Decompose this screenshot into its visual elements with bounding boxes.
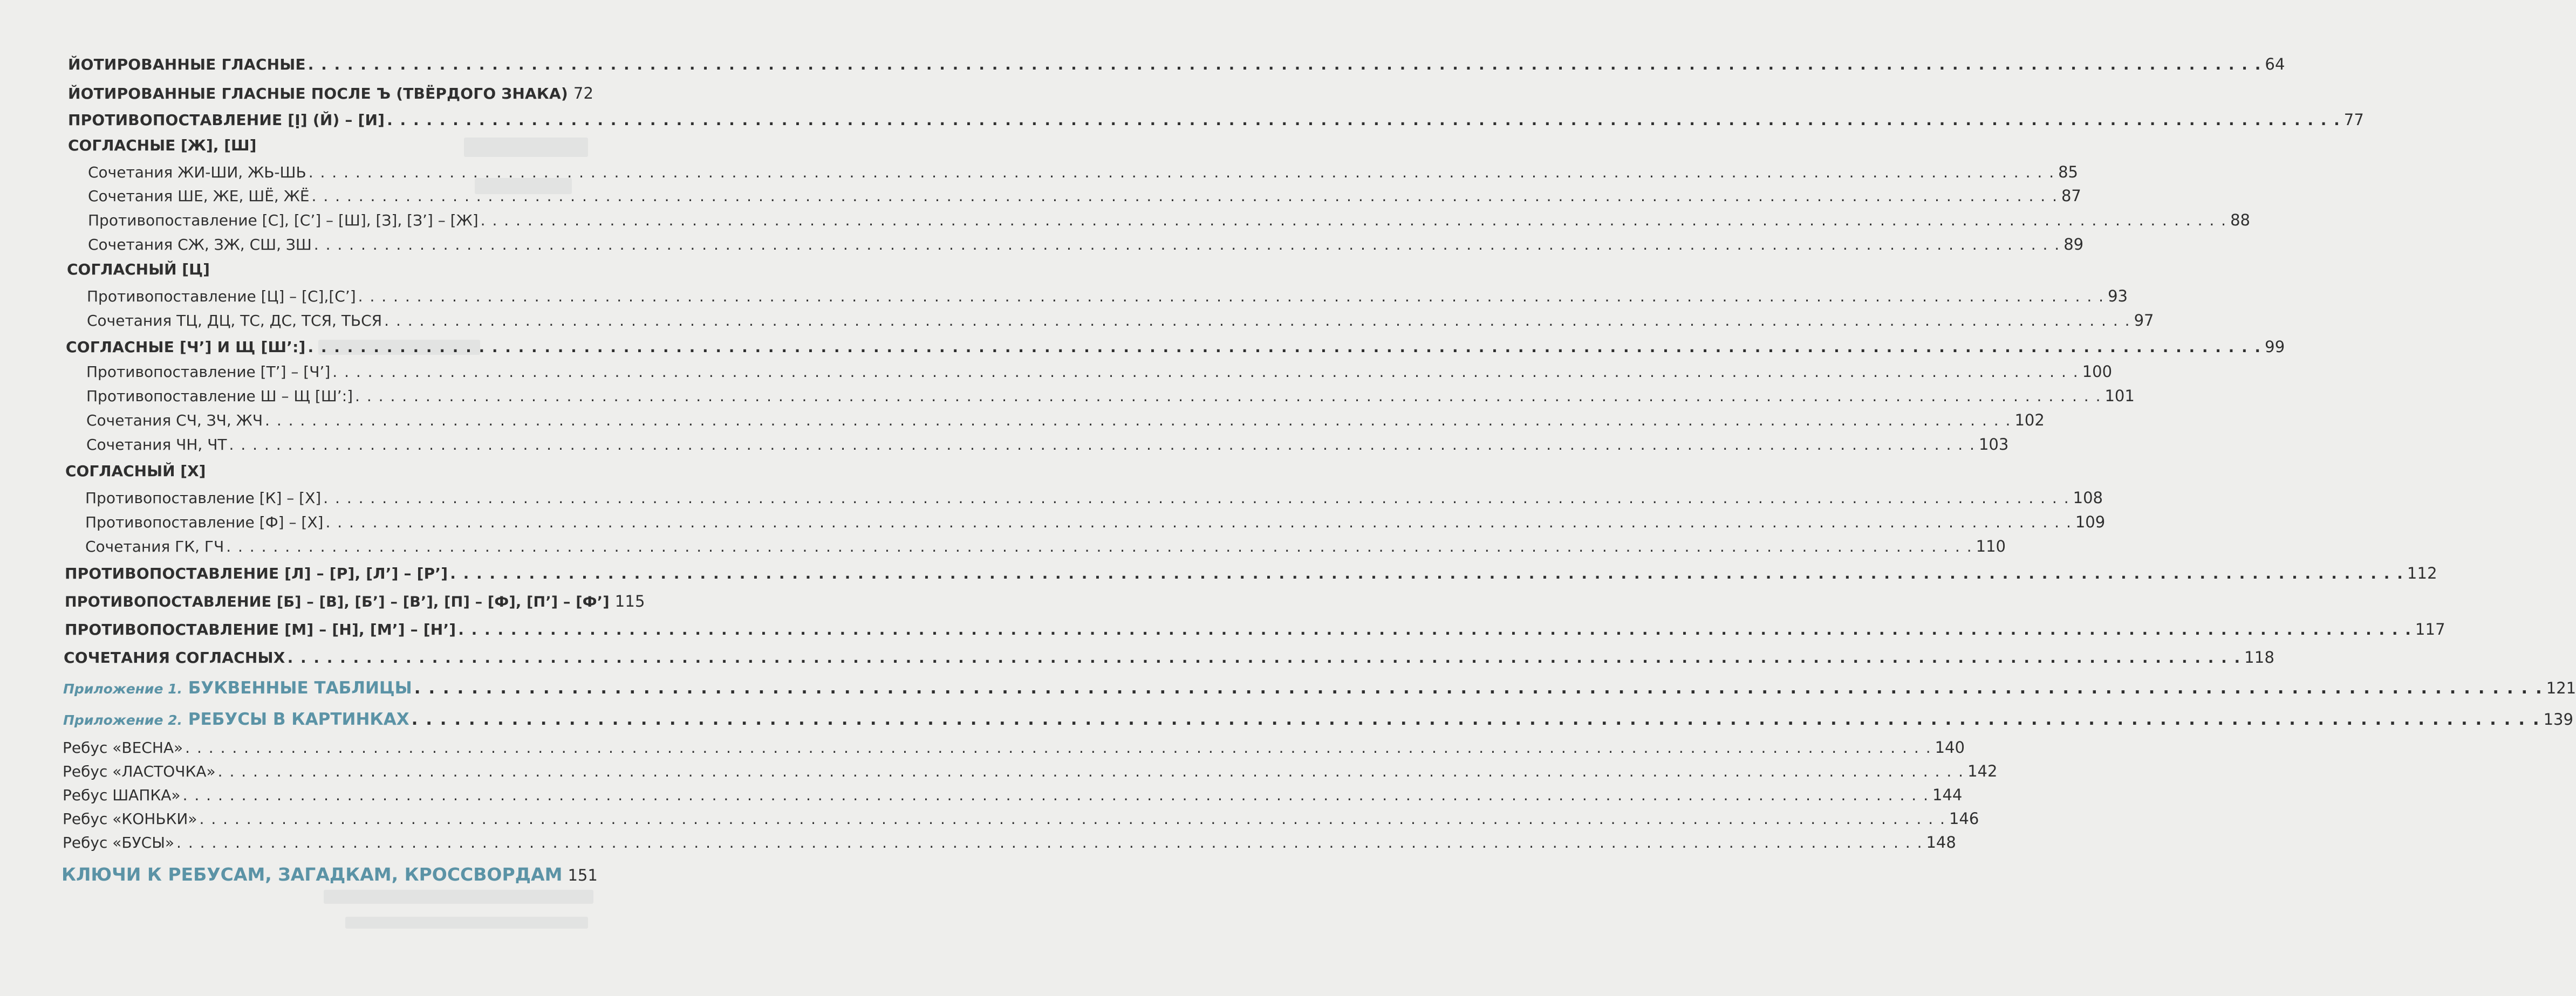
toc-entry-title: Противопоставление [С], [С’] – [Ш], [З], [З’] – [Ж] (88, 211, 479, 229)
toc-entry[interactable] (65, 564, 2437, 582)
toc-entry[interactable] (68, 55, 2285, 73)
toc-entry-title: ЙОТИРОВАННЫЕ ГЛАСНЫЕ (68, 56, 306, 73)
dot-leader (308, 338, 2261, 356)
toc-entry-title: Сочетания ГК, ГЧ (85, 538, 224, 555)
dot-leader (288, 649, 2242, 667)
toc-entry[interactable] (64, 648, 2275, 667)
toc-entry-title: ПРОТИВОПОСТАВЛЕНИЕ [М] – [Н], [М’] – [Н’] (65, 621, 456, 638)
dot-leader (412, 710, 2540, 729)
toc-entry-title: ПРОТИВОПОСТАВЛЕНИЕ [Ị] (Й) – [И] (68, 111, 385, 129)
toc-entry-title: Противопоставление [Ф] – [Х] (85, 513, 324, 531)
toc-page-number: 148 (1926, 833, 1956, 851)
toc-entry-title: Сочетания СЖ, ЗЖ, СШ, ЗШ (88, 236, 312, 253)
toc-entry-title: Ребус «КОНЬКИ» (63, 810, 197, 828)
dot-leader (200, 810, 1946, 828)
toc-entry-title: Противопоставление [К] – [Х] (85, 489, 322, 507)
toc-page-number: 102 (2014, 411, 2045, 429)
toc-page-number: 115 (614, 592, 645, 610)
toc-page-number: 88 (2230, 211, 2250, 229)
toc-page-number: 109 (2075, 513, 2106, 531)
toc-page-number: 110 (1976, 537, 2006, 555)
toc-entry-title: ЙОТИРОВАННЫЕ ГЛАСНЫЕ ПОСЛЕ Ъ (ТВЁРДОГО ЗНАКА) (68, 85, 568, 102)
dot-leader (176, 834, 1923, 851)
toc-entry[interactable] (87, 311, 2154, 329)
toc-page-number: 72 (573, 84, 594, 102)
toc-page-number: 108 (2073, 489, 2103, 507)
toc-entry-title: Ребус «ЛАСТОЧКА» (63, 763, 216, 780)
toc-entry[interactable] (63, 738, 1965, 757)
dot-leader (229, 436, 1976, 454)
dot-leader (387, 111, 2341, 129)
toc-page-number: 85 (2058, 163, 2079, 181)
toc-page-number: 118 (2244, 648, 2275, 667)
dot-leader (314, 236, 2060, 253)
toc-entry[interactable] (85, 513, 2106, 531)
appendix-prefix: Приложение 2. (63, 712, 182, 728)
toc-page-number: 89 (2063, 235, 2084, 253)
toc-entry[interactable] (85, 489, 2103, 507)
dot-leader (325, 513, 2072, 531)
toc-entry[interactable] (88, 163, 2079, 181)
toc-page-number: 97 (2134, 311, 2154, 329)
toc-page-number: 77 (2343, 111, 2365, 129)
dot-leader (308, 56, 2262, 73)
toc-entry[interactable] (63, 833, 1956, 851)
toc-entry-title: Противопоставление Ш – Щ [Ш’:] (86, 387, 353, 405)
dot-leader (355, 387, 2101, 405)
toc-page-number: 151 (568, 866, 598, 884)
toc-section-heading: СОГЛАСНЫЙ [Х] (65, 462, 206, 480)
toc-entry-title: КЛЮЧИ К РЕБУСАМ, ЗАГАДКАМ, КРОССВОРДАМ (62, 864, 563, 885)
toc-entry[interactable] (63, 786, 1963, 804)
dot-leader (414, 678, 2543, 698)
toc-page-number: 117 (2415, 620, 2445, 638)
dot-leader (358, 287, 2104, 305)
toc-entry[interactable] (85, 537, 2006, 555)
toc-entry-title: СОЧЕТАНИЯ СОГЛАСНЫХ (64, 649, 285, 667)
dot-leader (309, 163, 2055, 181)
appendix-title: РЕБУСЫ В КАРТИНКАХ (188, 710, 409, 729)
toc-entry[interactable] (66, 338, 2285, 356)
toc-entry-title: СОГЛАСНЫЕ [Ч’] И Щ [Ш’:] (66, 338, 306, 356)
toc-entry-title (63, 710, 409, 729)
toc-entry-title: Ребус «ВЕСНА» (63, 739, 183, 757)
toc-page-number: 100 (2082, 362, 2113, 381)
toc-entry[interactable] (88, 235, 2084, 253)
toc-entry-title: Ребус ШАПКА» (63, 786, 181, 804)
toc-page-number: 146 (1949, 809, 1979, 828)
dot-leader (450, 565, 2404, 582)
toc-entry-title: Сочетания ЖИ-ШИ, ЖЬ-ШЬ (88, 163, 306, 181)
dot-leader (332, 363, 2079, 381)
appendix-prefix: Приложение 1. (63, 681, 182, 697)
dot-leader (226, 538, 1972, 555)
toc-entry-title: Противопоставление [Т’] – [Ч’] (86, 363, 331, 381)
toc-page-number: 121 (2546, 679, 2576, 697)
toc-entry-title: ПРОТИВОПОСТАВЛЕНИЕ [Л] – [Р], [Л’] – [Р’] (65, 565, 448, 582)
toc-page-number: 93 (2108, 287, 2128, 305)
dot-leader (265, 411, 2011, 429)
dot-leader (312, 187, 2058, 205)
dot-leader (481, 211, 2227, 229)
toc-page-number: 101 (2104, 387, 2135, 405)
toc-entry[interactable] (65, 620, 2445, 638)
dot-leader (218, 763, 1964, 780)
dot-leader (384, 312, 2130, 329)
toc-page-number: 140 (1935, 738, 1965, 757)
toc-entry[interactable] (65, 592, 645, 610)
toc-page-number: 87 (2061, 187, 2081, 205)
toc-entry-title: Противопоставление [Ц] – [С],[С’] (87, 287, 356, 305)
dot-leader (185, 739, 1931, 757)
dot-leader (183, 786, 1929, 804)
toc-entry[interactable] (88, 211, 2250, 229)
toc-section-heading: СОГЛАСНЫЙ [Ц] (67, 260, 210, 278)
toc-entry[interactable] (63, 762, 1998, 780)
toc-entry-appendix[interactable] (63, 710, 2573, 729)
toc-entry[interactable] (63, 809, 1979, 828)
toc-entry[interactable] (87, 287, 2128, 305)
toc-page-number: 142 (1967, 762, 1998, 780)
toc-entry-keys[interactable] (62, 864, 598, 885)
toc-entry-title: Сочетания СЧ, ЗЧ, ЖЧ (86, 411, 263, 429)
dot-leader (323, 489, 2069, 507)
toc-entry[interactable] (86, 411, 2045, 429)
dot-leader (458, 621, 2412, 638)
toc-section-heading: СОГЛАСНЫЕ [Ж], [Ш] (68, 136, 257, 154)
toc-page-number: 144 (1932, 786, 1963, 804)
toc-page-number: 64 (2265, 55, 2285, 73)
toc-page-number: 112 (2407, 564, 2437, 582)
toc-entry[interactable] (86, 362, 2113, 381)
appendix-title: БУКВЕННЫЕ ТАБЛИЦЫ (188, 678, 412, 698)
toc-page-number: 103 (1978, 435, 2009, 454)
toc-entry[interactable] (86, 435, 2009, 454)
toc-entry[interactable] (86, 387, 2135, 405)
toc-entry[interactable] (88, 187, 2081, 205)
toc-entry-title: Сочетания ЧН, ЧТ (86, 436, 227, 454)
toc-entry-title: ПРОТИВОПОСТАВЛЕНИЕ [Б] – [В], [Б’] – [В’], [П] – [Ф], [П’] – [Ф’] (65, 594, 610, 610)
toc-entry-title: Сочетания ТЦ, ДЦ, ТС, ДС, ТСЯ, ТЬСЯ (87, 312, 382, 329)
toc-entry-title: Ребус «БУСЫ» (63, 834, 175, 851)
toc-entry[interactable] (68, 84, 594, 102)
toc-entry[interactable] (68, 111, 2365, 129)
toc-page-number: 139 (2543, 710, 2573, 729)
toc-entry-title (63, 678, 412, 698)
toc-entry-appendix[interactable] (63, 678, 2576, 698)
toc-page-number: 99 (2265, 338, 2285, 356)
toc-entry-title: Сочетания ШЕ, ЖЕ, ШЁ, ЖЁ (88, 187, 310, 205)
